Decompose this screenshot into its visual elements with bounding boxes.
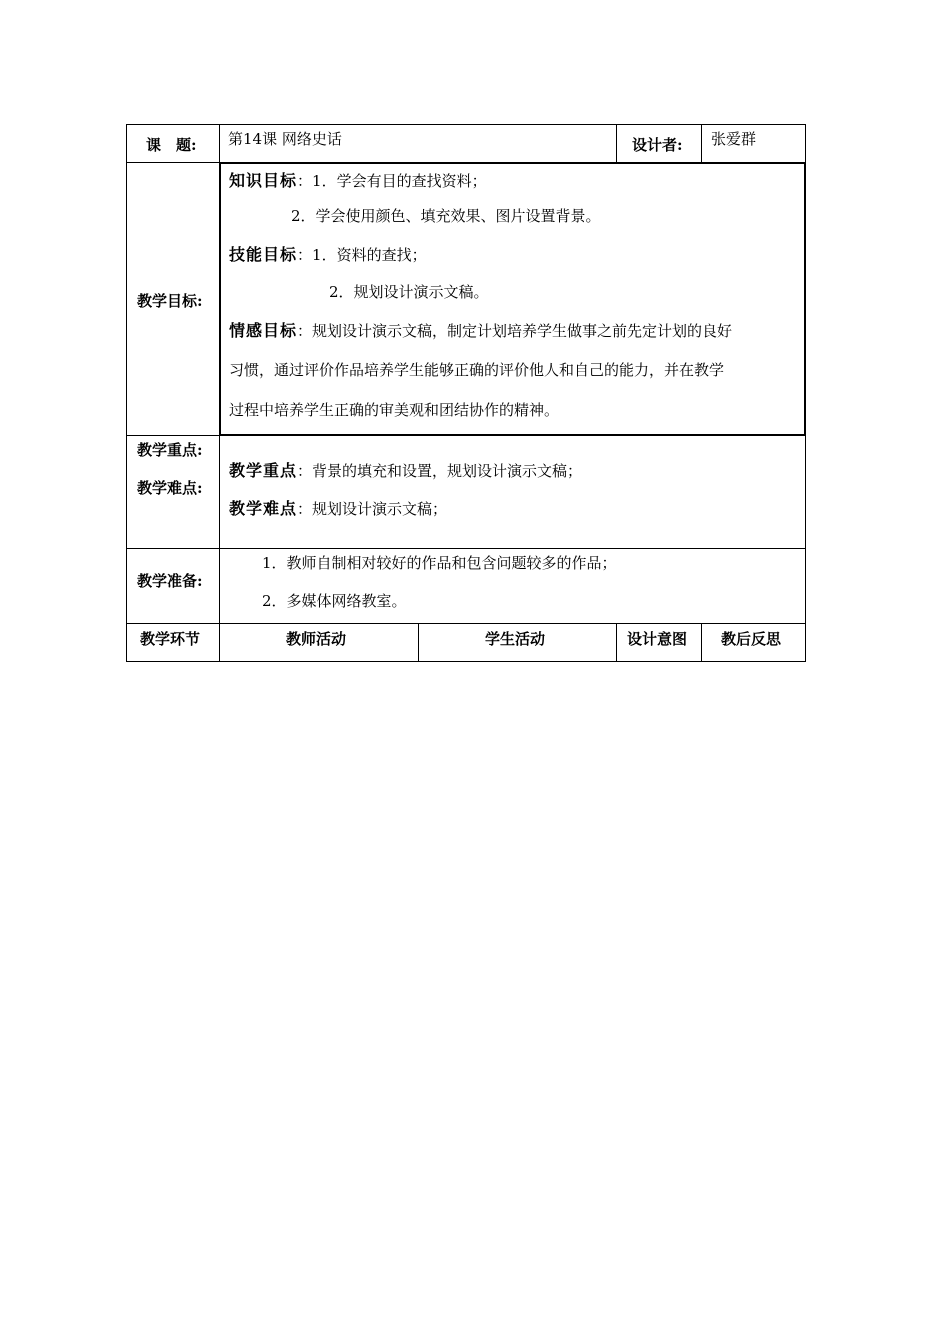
colon: ： [297,500,313,518]
preparation-item-2: 2．多媒体网络教室。 [262,592,407,610]
colon: ： [297,462,313,480]
skill-goal-2: 2．规划设计演示文稿。 [329,283,489,301]
emotion-goal-text-1: 规划设计演示文稿，制定计划培养学生做事之前先定计划的良好 [312,322,733,340]
knowledge-goal-2: 2．学会使用颜色、填充效果、图片设置背景。 [291,207,601,225]
topic-label: 课 题: [146,136,197,154]
column-header-intent: 设计意图 [627,630,688,648]
header-divider-1 [616,124,617,162]
table-bottom-border [126,661,806,662]
colon: ： [297,172,313,190]
difficult-point-line [229,496,447,519]
emotion-goal-line-3: 过程中培养学生正确的审美观和团结协作的精神。 [229,401,560,419]
designer-value: 张爱群 [711,130,757,148]
column-header-stage: 教学环节 [140,630,201,648]
preparation-label: 教学准备: [137,572,203,590]
column-header-student: 学生活动 [485,630,546,648]
difficult-point-label: 教学难点: [137,479,203,497]
emotion-goal-title: 情感目标 [229,321,298,340]
table-top-border [126,124,806,125]
colon: ： [297,246,313,264]
goals-label: 教学目标: [137,292,203,310]
skill-goal-title: 技能目标 [229,245,298,264]
key-point-text: 背景的填充和设置，规划设计演示文稿； [312,462,583,480]
columns-divider-1 [418,623,419,661]
difficult-point-text: 规划设计演示文稿； [312,500,448,518]
goals-cell-frame [219,162,806,436]
topic-value: 第14课 网络史话 [228,130,342,148]
key-point-title: 教学重点 [229,461,298,480]
row-divider-3 [126,548,806,549]
key-point-label: 教学重点: [137,441,203,459]
table-left-border [126,124,127,662]
knowledge-goal-1: 1．学会有目的查找资料； [312,172,487,190]
skill-goal-line [229,242,427,265]
header-divider-2 [701,124,702,162]
column-header-reflection: 教后反思 [721,630,782,648]
skill-goal-1: 1．资料的查找； [312,246,427,264]
emotion-goal-line-1 [229,318,732,341]
designer-label: 设计者: [632,136,683,154]
preparation-item-1: 1．教师自制相对较好的作品和包含问题较多的作品； [262,554,617,572]
column-header-teacher: 教师活动 [286,630,347,648]
key-point-line [229,458,582,481]
difficult-point-title: 教学难点 [229,499,298,518]
row-divider-4 [126,623,806,624]
columns-divider-2 [616,623,617,661]
knowledge-goal-title: 知识目标 [229,171,298,190]
colon: ： [297,322,313,340]
knowledge-goal-line [229,168,487,191]
columns-divider-3 [701,623,702,661]
emotion-goal-line-2: 习惯，通过评价作品培养学生能够正确的评价他人和自己的能力，并在教学 [229,361,725,379]
